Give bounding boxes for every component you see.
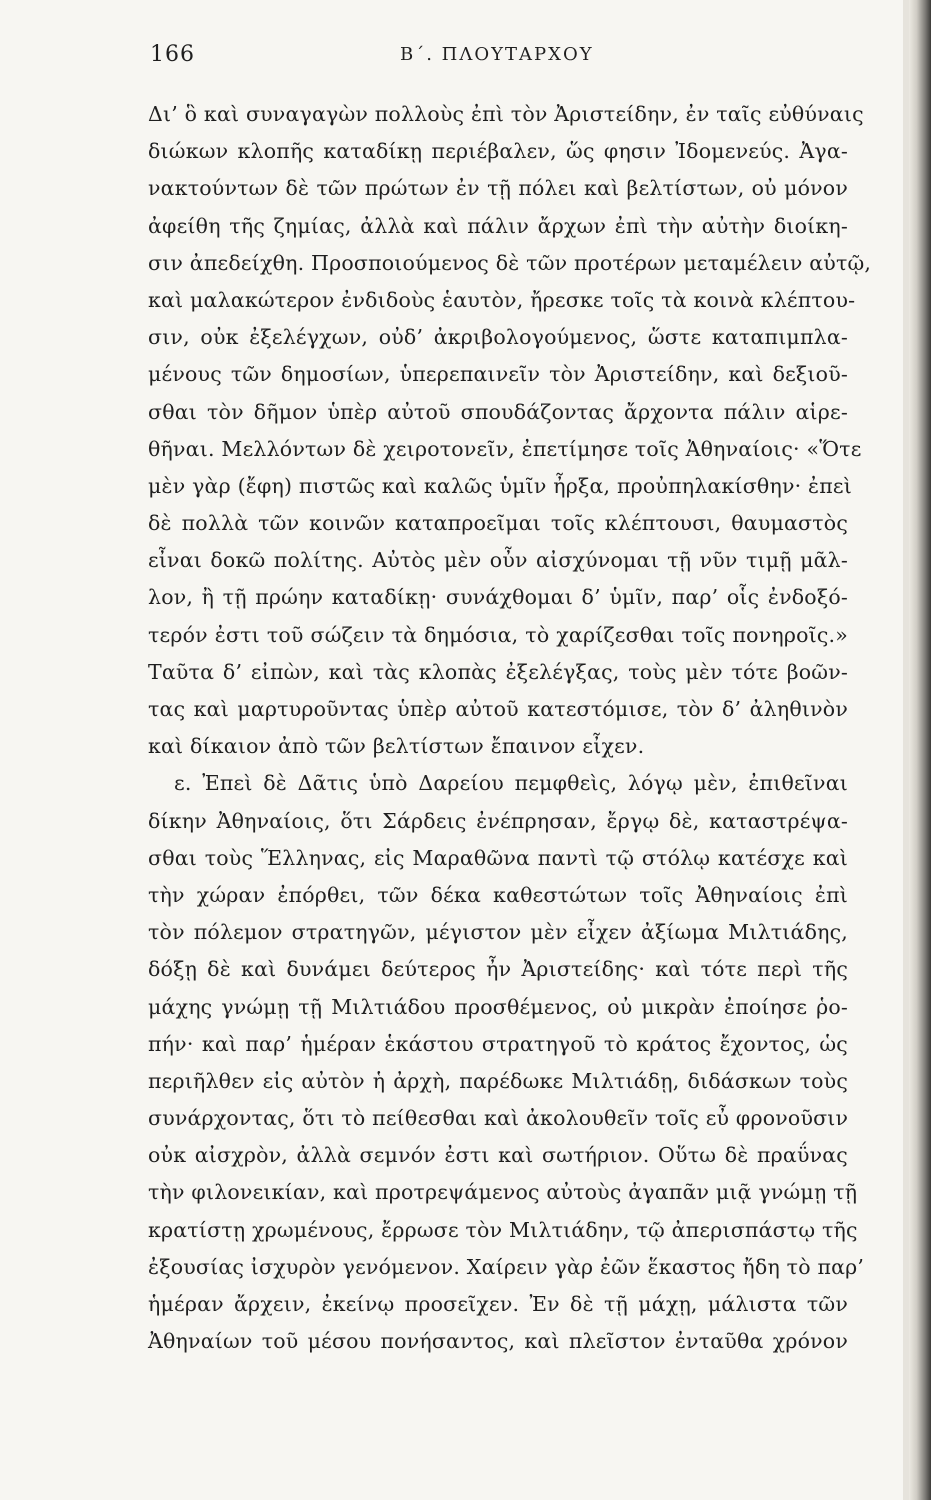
text-line: τὸν πόλεμον στρατηγῶν, μέγιστον μὲν εἶχεν ἀξίωμα Μιλτιάδης, [148, 920, 848, 945]
text-line: διώκων κλοπῆς καταδίκῃ περιέβαλεν, ὥς φησιν Ἰδομενεύς. Ἀγα- [148, 139, 848, 164]
text-line: Ταῦτα δ’ εἰπὼν, καὶ τὰς κλοπὰς ἐξελέγξας, τοὺς μὲν τότε βοῶν- [148, 659, 848, 684]
book-binding-edge [909, 0, 931, 1500]
text-line: περιῆλθεν εἰς αὐτὸν ἡ ἀρχὴ, παρέδωκε Μιλτιάδῃ, διδάσκων τοὺς [148, 1068, 848, 1093]
text-line: Δι’ ὃ καὶ συναγαγὼν πολλοὺς ἐπὶ τὸν Ἀριστείδην, ἐν ταῖς εὐθύναις [148, 102, 864, 126]
text-line: κρατίστῃ χρωμένους, ἔρρωσε τὸν Μιλτιάδην, τῷ ἀπερισπάστῳ τῆς [148, 1217, 858, 1242]
text-line: μὲν γὰρ (ἔφη) πιστῶς καὶ καλῶς ὑμῖν ἦρξα, προὐπηλακίσθην· ἐπεὶ [148, 473, 852, 498]
text-line: ἐξουσίας ἰσχυρὸν γενόμενον. Χαίρειν γὰρ ἐῶν ἕκαστος ἤδη τὸ παρ’ [148, 1254, 865, 1279]
text-line: εἶναι δοκῶ πολίτης. Αὐτὸς μὲν οὖν αἰσχύνομαι τῇ νῦν τιμῇ μᾶλ- [148, 548, 848, 573]
text-line: ἀφείθη τῆς ζημίας, ἀλλὰ καὶ πάλιν ἄρχων ἐπὶ τὴν αὐτὴν διοίκη- [148, 213, 848, 238]
text-line: δὲ πολλὰ τῶν κοινῶν καταπροεῖμαι τοῖς κλέπτουσι, θαυμαστὸς [148, 511, 848, 536]
text-line: δίκην Ἀθηναίοις, ὅτι Σάρδεις ἐνέπρησαν, ἔργῳ δὲ, καταστρέψα- [148, 808, 848, 833]
text-line: τερόν ἐστι τοῦ σώζειν τὰ δημόσια, τὸ χαρίζεσθαι τοῖς πονηροῖς.» [148, 622, 848, 647]
text-line: τὴν χώραν ἐπόρθει, τῶν δέκα καθεστώτων τοῖς Ἀθηναίοις ἐπὶ [148, 882, 848, 907]
page-number: 166 [150, 42, 195, 67]
text-line: νακτούντων δὲ τῶν πρώτων ἐν τῇ πόλει καὶ βελτίστων, οὐ μόνον [148, 176, 848, 201]
paragraph-end-line: καὶ δίκαιον ἀπὸ τῶν βελτίστων ἔπαινον εἶχεν. [148, 734, 645, 759]
section-start-line: ε. Ἐπεὶ δὲ Δᾶτις ὑπὸ Δαρείου πεμφθεὶς, λόγῳ μὲν, ἐπιθεῖναι [174, 771, 848, 796]
text-line: συνάρχοντας, ὅτι τὸ πείθεσθαι καὶ ἀκολουθεῖν τοῖς εὖ φρονοῦσιν [148, 1106, 849, 1131]
text-line: λον, ἢ τῇ πρώην καταδίκῃ· συνάχθομαι δ’ ὑμῖν, παρ’ οἷς ἐνδοξό- [148, 585, 848, 610]
text-line: σιν ἀπεδείχθη. Προσποιούμενος δὲ τῶν προτέρων μεταμέλειν αὐτῷ, [148, 250, 872, 275]
text-line: Ἀθηναίων τοῦ μέσου πονήσαντος, καὶ πλεῖστον ἐνταῦθα χρόνον [148, 1329, 848, 1354]
text-line: θῆναι. Μελλόντων δὲ χειροτονεῖν, ἐπετίμησε τοῖς Ἀθηναίοις· «Ὅτε [148, 436, 862, 461]
text-line: καὶ μαλακώτερον ἐνδιδοὺς ἑαυτὸν, ἤρεσκε τοῖς τὰ κοινὰ κλέπτου- [148, 287, 856, 312]
text-line: μένους τῶν δημοσίων, ὑπερεπαινεῖν τὸν Ἀριστείδην, καὶ δεξιοῦ- [148, 362, 848, 387]
text-line: ἡμέραν ἄρχειν, ἐκείνῳ προσεῖχεν. Ἐν δὲ τῇ μάχῃ, μάλιστα τῶν [148, 1292, 848, 1316]
text-line: σθαι τοὺς Ἕλληνας, εἰς Μαραθῶνα παντὶ τῷ στόλῳ κατέσχε καὶ [148, 845, 848, 870]
text-line: τας καὶ μαρτυροῦντας ὑπὲρ αὐτοῦ κατεστόμισε, τὸν δ’ ἀληθινὸν [148, 697, 848, 721]
text-line: μάχης γνώμῃ τῇ Μιλτιάδου προσθέμενος, οὐ μικρὰν ἐποίησε ῥο- [148, 994, 848, 1019]
text-block [148, 96, 872, 1360]
text-line: σιν, οὐκ ἐξελέγχων, οὐδ’ ἀκριβολογούμενος, ὥστε καταπιμπλα- [148, 325, 848, 350]
page-header [150, 42, 850, 76]
running-head: Β΄. ΠΛΟΥΤΑΡΧΟΥ [400, 44, 594, 65]
text-line: δόξῃ δὲ καὶ δυνάμει δεύτερος ἦν Ἀριστείδης· καὶ τότε περὶ τῆς [148, 957, 848, 982]
text-line: τὴν φιλονεικίαν, καὶ προτρεψάμενος αὐτοὺς ἀγαπᾶν μιᾷ γνώμῃ τῇ [148, 1180, 858, 1205]
text-line: πήν· καὶ παρ’ ἡμέραν ἑκάστου στρατηγοῦ τὸ κράτος ἔχοντος, ὡς [148, 1031, 848, 1056]
text-line: οὐκ αἰσχρὸν, ἀλλὰ σεμνόν ἐστι καὶ σωτήριον. Οὕτω δὲ πραΰνας [148, 1143, 848, 1168]
text-line: σθαι τὸν δῆμον ὑπὲρ αὐτοῦ σπουδάζοντας ἄρχοντα πάλιν αἱρε- [148, 399, 848, 424]
